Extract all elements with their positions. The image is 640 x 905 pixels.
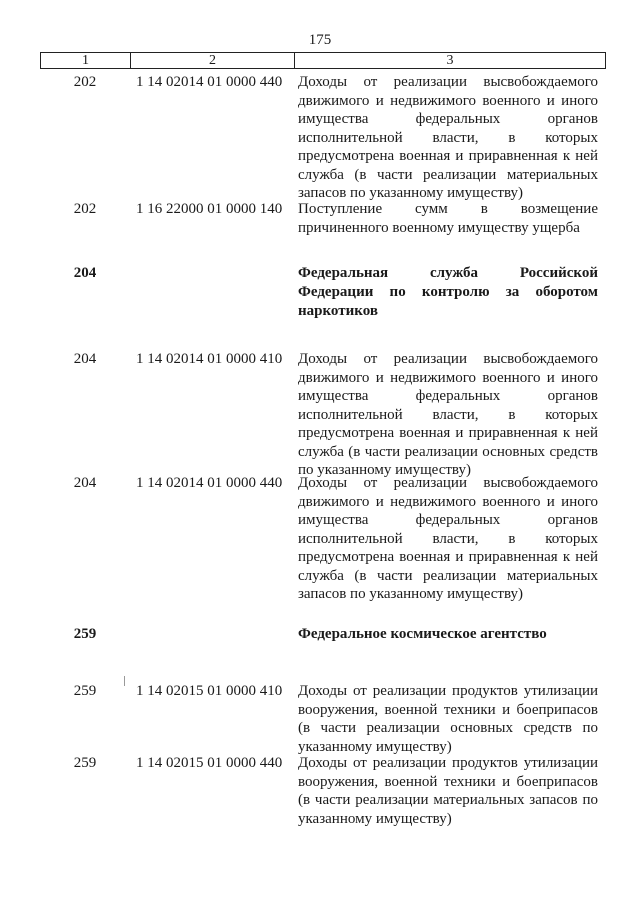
row-description: Доходы от реализации высвобождаемого движимого и недвижимого военного и иного имущества федеральных органов исполнительной власти, в которых предусмотрена военная и приравненная к ней служба (в части реализации материальных запасов по указанному имуществу) xyxy=(298,74,598,201)
row-kbk: 1 14 02014 01 0000 440 xyxy=(136,74,283,90)
row-code: 202 xyxy=(73,74,97,90)
row-code: 259 xyxy=(73,755,97,771)
header-col-3: 3 xyxy=(446,53,454,68)
row-code: 259 xyxy=(73,626,97,642)
row-kbk: 1 16 22000 01 0000 140 xyxy=(136,201,283,217)
row-code: 259 xyxy=(73,683,97,699)
section-title: Федеральная служба Российской Федерации по контролю за оборотом наркотиков xyxy=(298,265,598,319)
row-kbk: 1 14 02014 01 0000 410 xyxy=(136,351,283,367)
section-title: Федеральное космическое агентство xyxy=(298,626,547,642)
row-code: 204 xyxy=(73,351,97,367)
header-col-2: 2 xyxy=(131,53,295,68)
row-kbk: 1 14 02015 01 0000 410 xyxy=(136,683,283,699)
header-col-1: 1 xyxy=(41,53,131,68)
row-description: Доходы от реализации продуктов утилизации вооружения, военной техники и боеприпасов (в части реализации материальных запасов по указанному имуществу) xyxy=(298,755,598,827)
row-description: Доходы от реализации высвобождаемого движимого и недвижимого военного и иного имущества федеральных органов исполнительной власти, в которых предусмотрена военная и приравненная к ней служба (в части реализации материальных запасов по указанному имуществу) xyxy=(298,475,598,602)
row-code: 202 xyxy=(73,201,97,217)
page-number: 175 xyxy=(308,32,332,48)
row-description: Доходы от реализации высвобождаемого движимого и недвижимого военного и иного имущества федеральных органов исполнительной власти, в которых предусмотрена военная и приравненная к ней служба (в части реализации основных средств по указанному имуществу) xyxy=(298,351,598,478)
row-kbk: 1 14 02015 01 0000 440 xyxy=(136,755,283,771)
row-code: 204 xyxy=(73,265,97,281)
row-code: 204 xyxy=(73,475,97,491)
row-description: Поступление сумм в возмещение причиненного военному имуществу ущерба xyxy=(298,201,598,236)
table-header xyxy=(40,52,606,69)
row-description: Доходы от реализации продуктов утилизации вооружения, военной техники и боеприпасов (в части реализации основных средств по указанному имуществу) xyxy=(298,683,598,755)
row-kbk: 1 14 02014 01 0000 440 xyxy=(136,475,283,491)
